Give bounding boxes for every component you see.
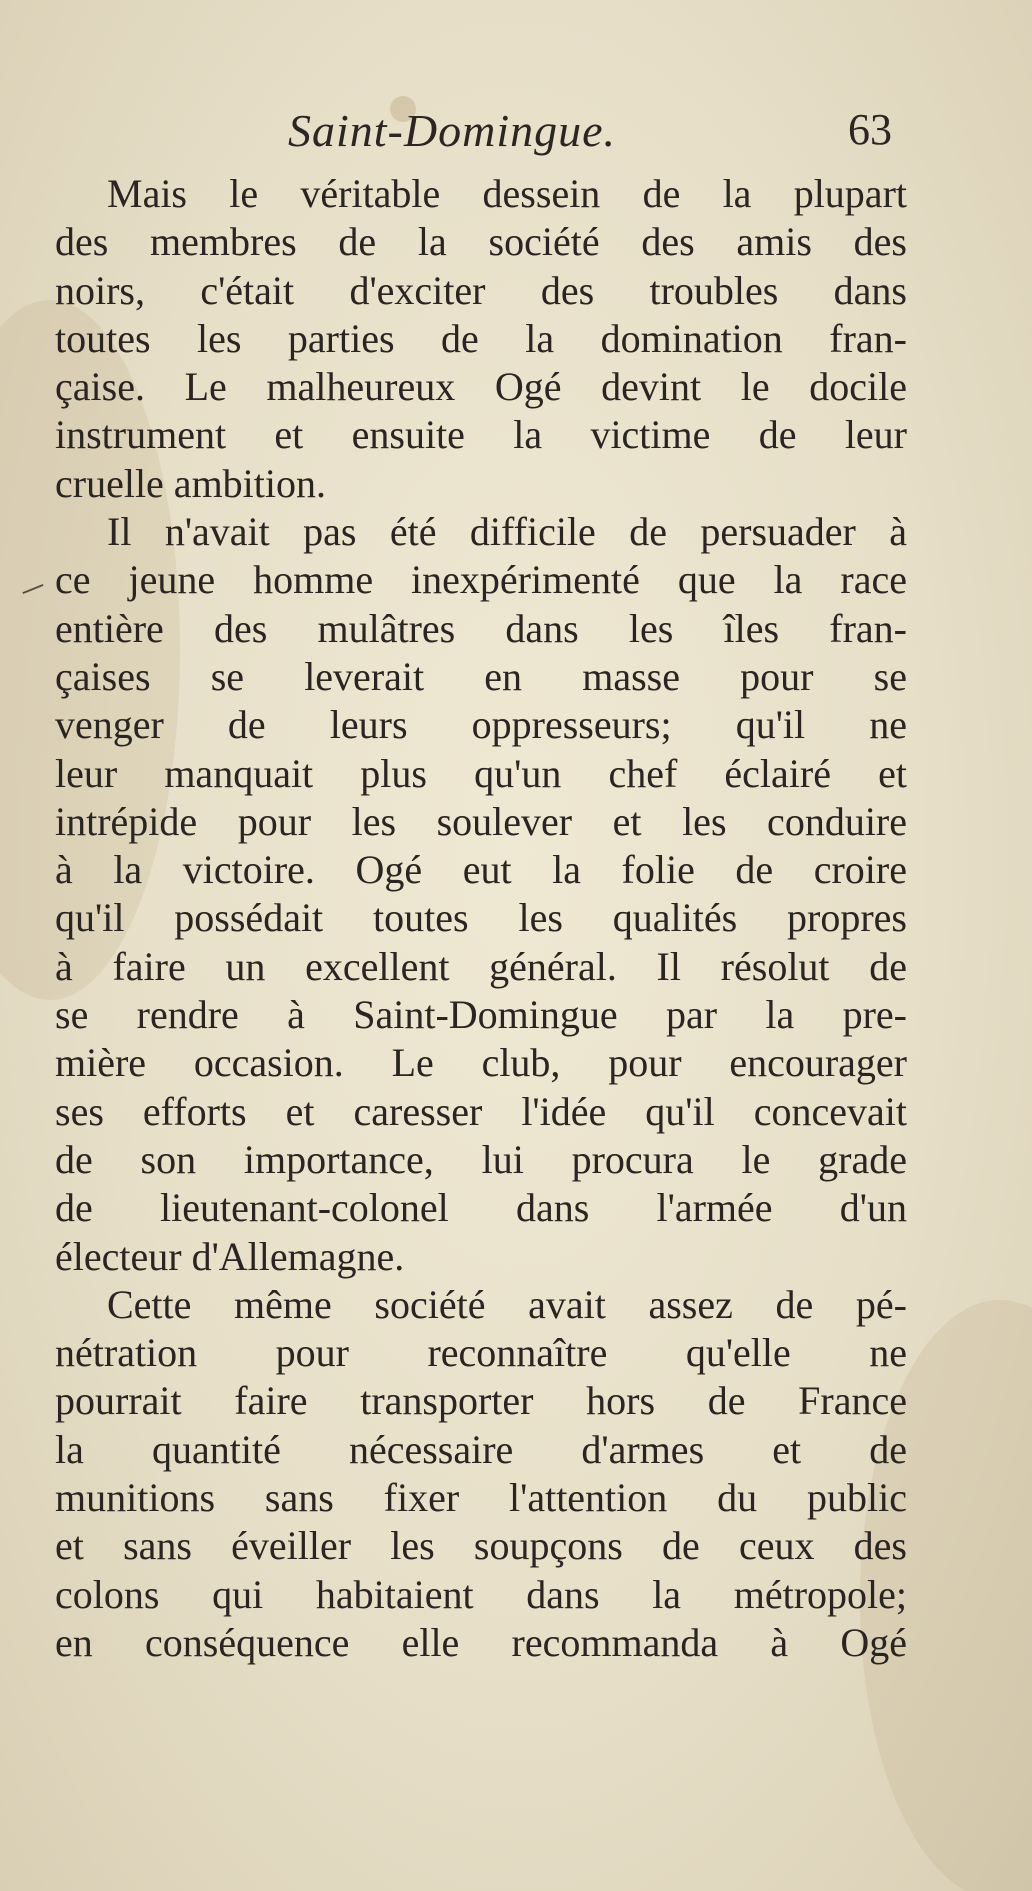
text-line: qu'il possédait toutes les qualités propres — [55, 895, 907, 941]
margin-mark — [22, 584, 43, 594]
text-line: cruelle ambition. — [55, 460, 327, 506]
body-text — [55, 170, 907, 1667]
text-line: ce jeune homme inexpérimenté que la race — [55, 557, 907, 603]
text-line: à la victoire. Ogé eut la folie de croire — [55, 847, 907, 893]
page-number: 63 — [848, 105, 892, 154]
text-line: leur manquait plus qu'un chef éclairé et — [55, 750, 907, 796]
text-line: venger de leurs oppresseurs; qu'il ne — [55, 702, 907, 748]
running-title: Saint-Domingue. — [288, 105, 617, 156]
text-line: intrépide pour les soulever et les conduire — [55, 798, 907, 844]
text-line: munitions sans fixer l'attention du public — [55, 1475, 907, 1521]
text-line: nétration pour reconnaître qu'elle ne — [55, 1330, 907, 1376]
text-line: Cette même société avait assez de pé- — [107, 1281, 907, 1327]
text-line: se rendre à Saint-Domingue par la pre- — [55, 992, 907, 1038]
text-line: et sans éveiller les soupçons de ceux des — [55, 1523, 907, 1569]
text-line: Mais le véritable dessein de la plupart — [107, 171, 907, 216]
text-line: çaises se leverait en masse pour se — [55, 653, 907, 699]
text-line: Il n'avait pas été difficile de persuader à — [107, 509, 907, 555]
text-line: électeur d'Allemagne. — [55, 1233, 405, 1279]
text-line: noirs, c'était d'exciter des troubles dans — [55, 267, 907, 313]
text-line: instrument et ensuite la victime de leur — [55, 412, 907, 458]
text-line: mière occasion. Le club, pour encourager — [55, 1040, 907, 1086]
text-line: à faire un excellent général. Il résolut de — [55, 943, 907, 989]
text-line: en conséquence elle recommanda à Ogé — [55, 1619, 907, 1665]
text-line: pourrait faire transporter hors de France — [55, 1378, 907, 1424]
text-line: des membres de la société des amis des — [55, 219, 907, 265]
text-line: ses efforts et caresser l'idée qu'il concevait — [55, 1088, 907, 1134]
text-line: entière des mulâtres dans les îles fran- — [55, 605, 907, 651]
text-line: de lieutenant-colonel dans l'armée d'un — [55, 1185, 907, 1231]
text-line: toutes les parties de la domination fran- — [55, 315, 907, 361]
text-line: colons qui habitaient dans la métropole; — [55, 1571, 907, 1617]
text-line: de son importance, lui procura le grade — [55, 1136, 907, 1182]
text-line: la quantité nécessaire d'armes et de — [55, 1426, 907, 1472]
text-line: çaise. Le malheureux Ogé devint le docile — [55, 364, 907, 410]
running-head — [0, 104, 1032, 164]
